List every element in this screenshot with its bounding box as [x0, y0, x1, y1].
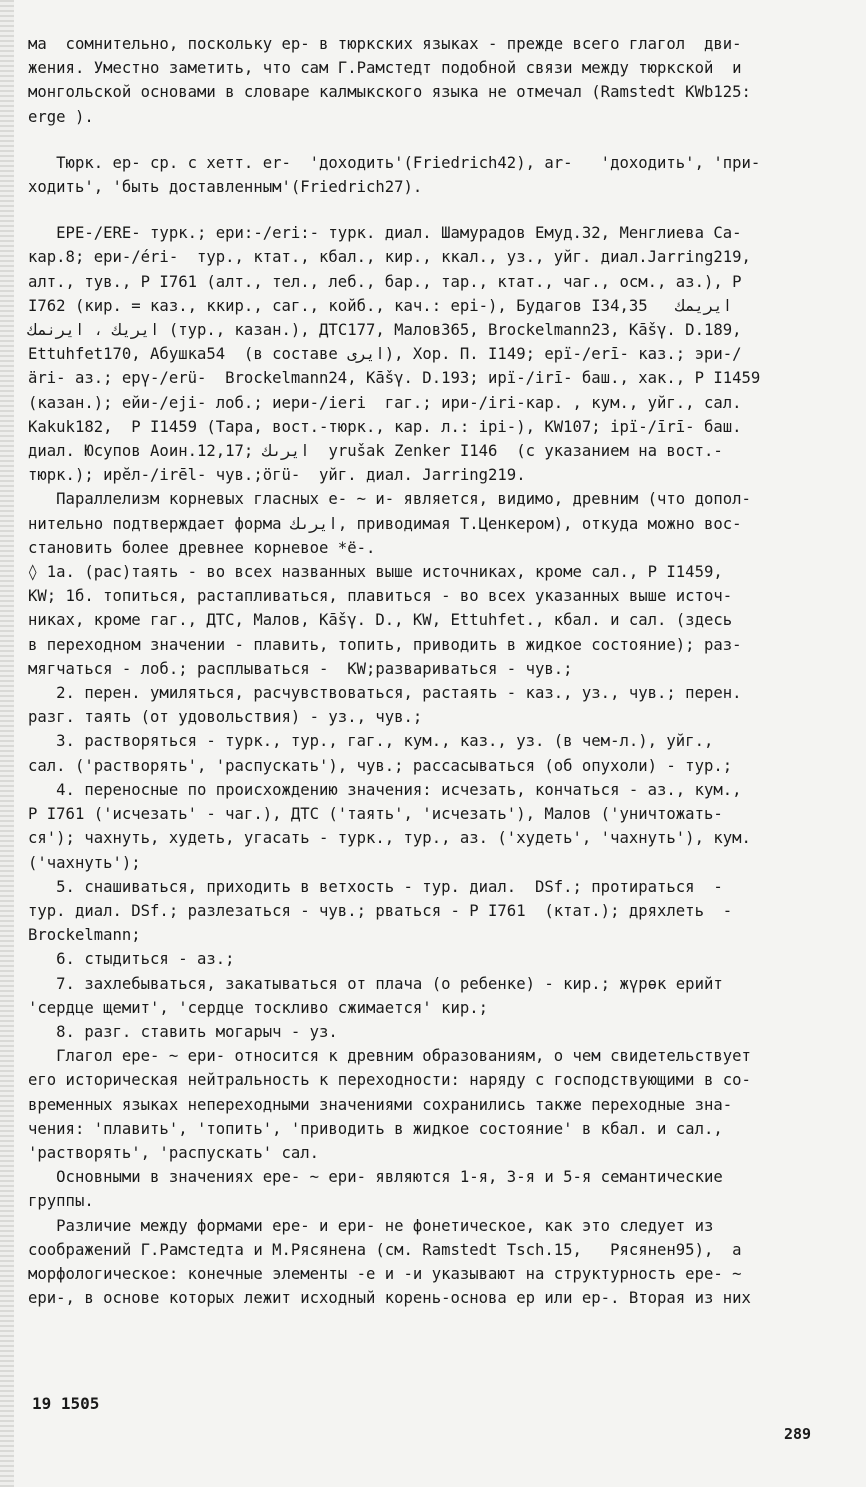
text-line: (казан.); ейи-/eji- лоб.; иери-/ieri гаг.; ири-/iri-кар. , кум., уйг., сал. — [28, 393, 742, 412]
text-line: Основными в значениях ере- ~ ери- являются 1-я, 3-я и 5-я семантические — [28, 1168, 723, 1187]
text-line: Глагол ере- ~ ери- относится к древним образованиям, о чем свидетельствует — [28, 1047, 751, 1066]
text-line: Brockelmann; — [28, 926, 141, 945]
text-line: разг. таять (от удовольствия) - уз., чув.; — [28, 708, 423, 727]
text-line: временных языках непереходными значениями сохранились также переходные зна- — [28, 1095, 733, 1114]
text-line: соображений Г.Рамстедта и М.Рясянена (см. Ramstedt Tsch.15, Рясянен95), а — [28, 1240, 742, 1259]
text-line: кар.8; ери-/éri- тур., ктат., кбал., кир., ккал., уз., уйг. диал.Jarring219, — [28, 248, 751, 267]
text-line: монгольской основами в словаре калмыкского языка не отмечал (Ramstedt KWb125: — [28, 83, 751, 102]
text-line: erge ). — [28, 107, 94, 126]
text-line: в переходном значении - плавить, топить, приводить в жидкое состояние); раз- — [28, 635, 742, 654]
text-line: Параллелизм корневых гласных е- ~ и- является, видимо, древним (что допол- — [28, 490, 751, 509]
text-line: 5. снашиваться, приходить в ветхость - тур. диал. DSf.; протираться - — [28, 877, 723, 896]
text-line: ма сомнительно, поскольку ер- в тюркских языках - прежде всего глагол дви- — [28, 35, 742, 53]
text-line: ся'); чахнуть, худеть, угасать - турк., тур., аз. ('худеть', 'чахнуть'), кум. — [28, 829, 751, 848]
text-line: 3. растворяться - турк., тур., гаг., кум., каз., уз. (в чем-л.), уйг., — [28, 732, 714, 751]
text-line: ايريك ، ايرنمك (тур., казан.), ДТС177, Малов365, Brockelmann23, Kāšγ. D.189, — [28, 321, 742, 340]
text-line: 7. захлебываться, закатываться от плача (о ребенке) - кир.; жүрөк ерийт — [28, 974, 723, 993]
text-line: 2. перен. умиляться, расчувствоваться, растаять - каз., уз., чув.; перен. — [28, 684, 742, 703]
text-line: морфологическое: конечные элементы -е и -и указывают на структурность ере- ~ — [28, 1264, 742, 1283]
text-line: ери-, в основе которых лежит исходный корень-основа ер или ер-. Вторая из них — [28, 1289, 751, 1308]
text-line: никах, кроме гаг., ДТС, Малов, Kāšγ. D., KW, Ettuhfet., кбал. и сал. (здесь — [28, 611, 733, 630]
text-line: жения. Уместно заметить, что сам Г.Рамстедт подобной связи между тюркской и — [28, 59, 742, 78]
text-line: алт., тув., Р I761 (алт., тел., леб., бар., тар., ктат., чаг., осм., аз.), Р — [28, 272, 742, 291]
text-line: 'сердце щемит', 'сердце тоскливо сжимается' кир.; — [28, 998, 489, 1017]
paragraph-gap — [28, 129, 840, 151]
text-line: äri- аз.; ерү-/erü- Brockelmann24, Kāšγ. D.193; ирї-/irī- баш., хак., Р I1459 — [28, 369, 761, 388]
text-line: 4. переносные по происхождению значения: исчезать, кончаться - аз., кум., — [28, 780, 742, 799]
text-line: ('чахнуть'); — [28, 853, 141, 872]
text-line: Тюрк. ер- ср. с хетт. er- 'доходить'(Friedrich42), ar- 'доходить', 'при- — [28, 153, 761, 172]
text-line: мягчаться - лоб.; расплываться - KW;развариваться - чув.; — [28, 659, 573, 678]
dictionary-entry-text — [28, 32, 840, 1310]
text-line: KW; 1б. топиться, растапливаться, плавиться - во всех указанных выше источ- — [28, 587, 733, 606]
text-line: ЕРЕ-/ERE- турк.; ери:-/eri:- турк. диал. Шамурадов Емуд.32, Менглиева Са- — [28, 224, 742, 243]
text-line: группы. — [28, 1192, 94, 1211]
text-line: ◊ 1а. (рас)таять - во всех названных выше источниках, кроме сал., Р I1459, — [28, 563, 723, 582]
text-line: 'растворять', 'распускать' сал. — [28, 1143, 320, 1162]
text-line: Ettuhfet170, Абушка54 (в составе ايرى), Хор. П. I149; ерї-/erī- каз.; эри-/ — [28, 345, 742, 364]
text-line: диал. Юсупов Аоин.12,17; ايرىك уrušak Zenker I146 (с указанием на вост.- — [28, 442, 723, 461]
text-line: ходить', 'быть доставленным'(Friedrich27). — [28, 178, 423, 197]
text-line: нительно подтверждает форма ايرىك, приводимая Т.Ценкером), откуда можно вос- — [28, 514, 742, 533]
text-line: тюрк.); ирӗл-/irēl- чув.;öгü- уйг. диал. Jarring219. — [28, 466, 526, 485]
paragraph-gap — [28, 199, 840, 221]
text-line: становить более древнее корневое *ё-. — [28, 538, 376, 557]
text-line: I762 (кир. = каз., ккир., саг., койб., кач.: ері-), Будагов I34,35 ايريمك — [28, 296, 733, 315]
text-line: тур. диал. DSf.; разлезаться - чув.; рваться - Р I761 (ктат.); дряхлеть - — [28, 901, 733, 920]
text-line: Р I761 ('исчезать' - чаг.), ДТС ('таять', 'исчезать'), Малов ('уничтожать- — [28, 805, 723, 824]
text-line: Kakuk182, Р I1459 (Тара, вост.-тюрк., кар. л.: ipi-), KW107; ірї-/īrī- баш. — [28, 417, 742, 436]
page-number: 289 — [784, 1425, 812, 1443]
printer-signature: 19 1505 — [32, 1394, 100, 1413]
scan-edge — [0, 0, 14, 1487]
text-line: 6. стыдиться - аз.; — [28, 950, 235, 969]
text-line: сал. ('растворять', 'распускать'), чув.; рассасываться (об опухоли) - тур.; — [28, 756, 733, 775]
text-line: Различие между формами ере- и ери- не фонетическое, как это следует из — [28, 1216, 714, 1235]
text-line: 8. разг. ставить могарыч - уз. — [28, 1022, 338, 1041]
text-line: чения: 'плавить', 'топить', 'приводить в жидкое состояние' в кбал. и сал., — [28, 1119, 723, 1138]
text-line: его историческая нейтральность к переходности: наряду с господствующими в со- — [28, 1071, 751, 1090]
